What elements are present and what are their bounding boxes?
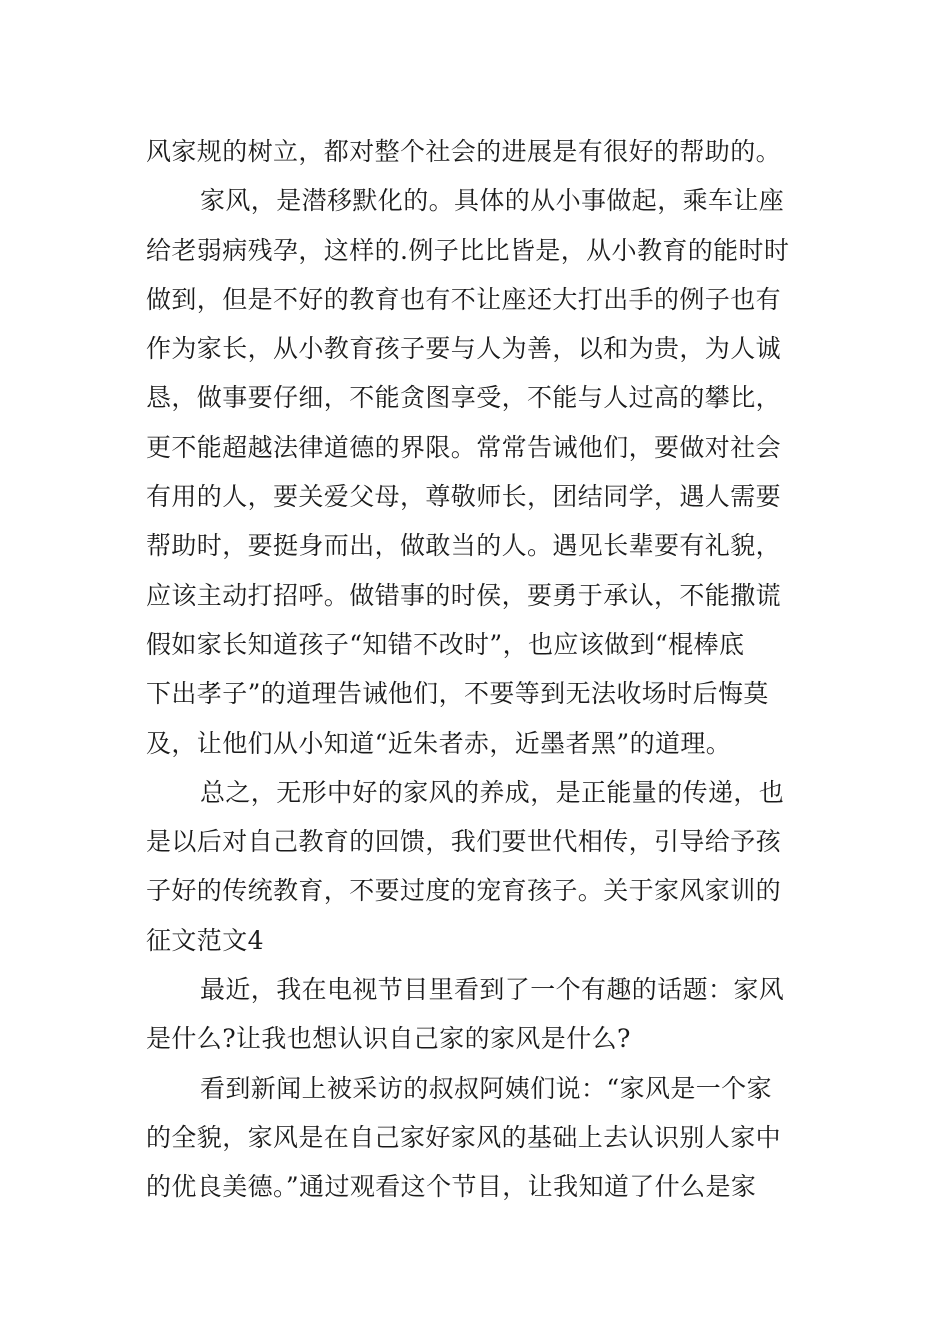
text-line: 征文范文4: [146, 925, 264, 955]
text-line: 应该主动打招呼。做错事的时侯，要勇于承认，不能撒谎: [146, 580, 782, 610]
text-line: 最近，我在电视节目里看到了一个有趣的话题：家风: [200, 975, 785, 1005]
text-line: 风家规的树立，都对整个社会的进展是有很好的帮助的。: [146, 137, 782, 166]
text-line: 的优良美德。”通过观看这个节目，让我知道了什么是家: [146, 1172, 757, 1202]
text-line: 总之，无形中好的家风的养成，是正能量的传递，也: [200, 777, 785, 807]
text-line: 看到新闻上被采访的叔叔阿姨们说：“家风是一个家: [200, 1073, 772, 1103]
text-line: 给老弱病残孕，这样的.例子比比皆是，从小教育的能时时: [146, 235, 790, 265]
text-line: 家风，是潜移默化的。具体的从小事做起，乘车让座: [200, 186, 785, 216]
body-text: [146, 127, 811, 1212]
text-line: 是什么?让我也想认识自己家的家风是什么?: [146, 1024, 631, 1054]
text-line: 及，让他们从小知道“近朱者赤，近墨者黑”的道理。: [146, 728, 732, 758]
text-line: 的全貌，家风是在自己家好家风的基础上去认识别人家中: [146, 1122, 782, 1152]
text-line: 作为家长，从小教育孩子要与人为善，以和为贵，为人诚: [146, 334, 782, 364]
text-line: 子好的传统教育，不要过度的宠育孩子。关于家风家训的: [146, 876, 782, 906]
text-line: 有用的人，要关爱父母，尊敬师长，团结同学，遇人需要: [146, 482, 782, 512]
text-line: 做到，但是不好的教育也有不让座还大打出手的例子也有: [146, 284, 782, 314]
text-line: 是以后对自己教育的回馈，我们要世代相传，引导给予孩: [146, 827, 782, 857]
text-line: 下出孝子”的道理告诫他们，不要等到无法收场时后悔莫: [146, 679, 769, 709]
text-line: 假如家长知道孩子“知错不改时”，也应该做到“棍棒底: [146, 629, 745, 659]
text-line: 帮助时，要挺身而出，做敢当的人。遇见长辈要有礼貌，: [146, 531, 782, 561]
text-line: 恳，做事要仔细，不能贪图享受，不能与人过高的攀比，: [146, 383, 782, 413]
text-line: 更不能超越法律道德的界限。常常告诫他们，要做对社会: [146, 432, 782, 462]
